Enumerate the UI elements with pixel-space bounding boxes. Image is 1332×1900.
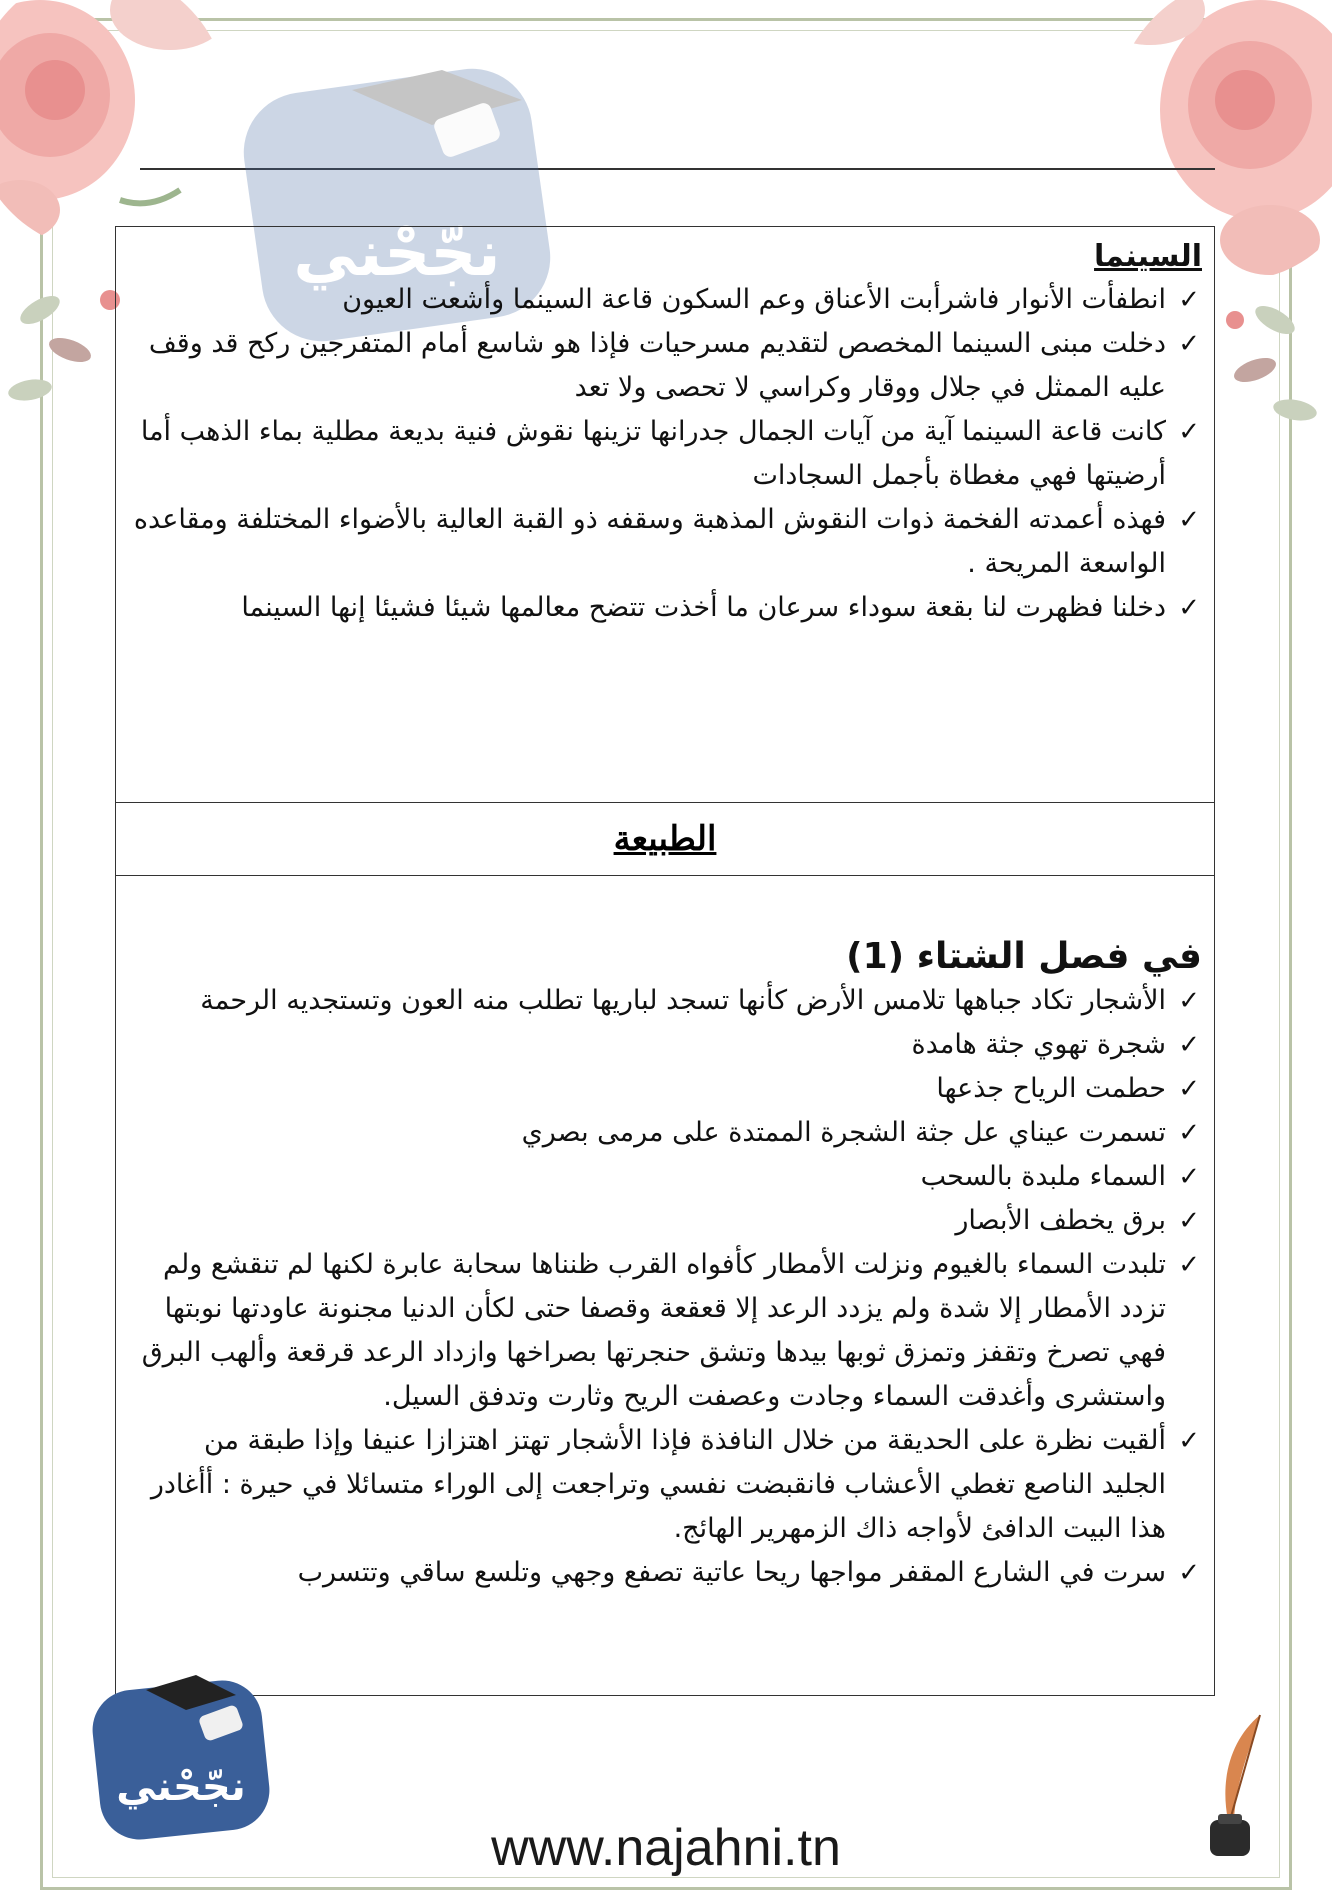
check-icon: ✓ [1178,1162,1200,1192]
list-item: ✓ انطفأت الأنوار فاشرأبت الأعناق وعم السكون قاعة السينما وأشعت العيون [116,278,1202,322]
check-icon: ✓ [1178,285,1200,315]
leaf-decoration-right [1215,280,1332,450]
cinema-title: السينما [1094,239,1202,274]
svg-text:نجّحْني: نجّحْني [116,1764,246,1810]
svg-text:نجّحْني: نجّحْني [293,217,501,291]
check-icon: ✓ [1178,986,1200,1016]
check-icon: ✓ [1178,593,1200,623]
nature-title: الطبيعة [613,819,717,859]
list-item: ✓ دخلت مبنى السينما المخصص لتقديم مسرحيات فإذا هو شاسع أمام المتفرجين ركح قد وقف عليه الممثل في جلال ووقار وكراسي لا تحصى ولا تعد [116,322,1202,410]
list-item: ✓ فهذه أعمدته الفخمة ذوات النقوش المذهبة وسقفه ذو القبة العالية بالأضواء المختلفة ومقاعده الواسعة المريحة . [116,498,1202,586]
list-item: ✓ تسمرت عيناي عل جثة الشجرة الممتدة على مرمى بصري [134,1111,1202,1155]
list-item: ✓ دخلنا فظهرت لنا بقعة سوداء سرعان ما أخذت تتضح معالمها شيئا فشيئا إنها السينما [116,586,1202,630]
check-icon: ✓ [1178,1426,1200,1456]
footer-url[interactable]: www.najahni.tn [491,1819,841,1877]
check-icon: ✓ [1178,1206,1200,1236]
cinema-list [116,278,1202,630]
list-item: ✓ الأشجار تكاد جباهها تلامس الأرض كأنها تسجد لباريها تطلب منه العون وتستجديه الرحمة [134,979,1202,1023]
list-item: ✓ ألقيت نظرة على الحديقة من خلال النافذة فإذا الأشجار تهتز اهتزازا عنيفا وإذا طبقة من الجليد الناصع تغطي الأعشاب فانقبضت نفسي وتراجعت إلى الوراء متسائلا في حيرة : أأغادر هذا البيت الدافئ لأواجه ذاك الزمهرير الهائج. [134,1419,1202,1551]
cinema-section [116,227,1214,802]
list-item: ✓ حطمت الرياح جذعها [134,1067,1202,1111]
winter-section [116,876,1214,1695]
winter-title: في فصل الشتاء (1) [846,936,1202,977]
check-icon: ✓ [1178,329,1200,359]
content-box [115,226,1215,1696]
check-icon: ✓ [1178,1118,1200,1148]
check-icon: ✓ [1178,1030,1200,1060]
check-icon: ✓ [1178,505,1200,535]
check-icon: ✓ [1178,417,1200,447]
check-icon: ✓ [1178,1074,1200,1104]
list-item: ✓ شجرة تهوي جثة هامدة [134,1023,1202,1067]
check-icon: ✓ [1178,1558,1200,1588]
list-item: ✓ برق يخطف الأبصار [134,1199,1202,1243]
nature-band [116,802,1214,876]
check-icon: ✓ [1178,1250,1200,1280]
list-item: ✓ كانت قاعة السينما آية من آيات الجمال جدرانها تزينها نقوش فنية بديعة مطلية بماء الذهب أما أرضيتها فهي مغطاة بأجمل السجادات [116,410,1202,498]
list-item: ✓ السماء ملبدة بالسحب [134,1155,1202,1199]
list-item: ✓ سرت في الشارع المقفر مواجها ريحا عاتية تصفع وجهي وتلسع ساقي وتتسرب [134,1551,1202,1595]
winter-list [134,979,1202,1595]
list-item: ✓ تلبدت السماء بالغيوم ونزلت الأمطار كأفواه القرب ظنناها سحابة عابرة لكنها لم تنقشع ولم تزدد الأمطار إلا شدة ولم يزدد الرعد إلا قعقعة وقصفا حتى لكأن الدنيا مجنونة عاودتها نوبتها فهي تصرخ وتقفز وتمزق ثوبها بيدها وتشق حنجرتها بصراخها وازداد الرعد قرقعة وألهب البرق واستشرى وأغدقت السماء وجادت وعصفت الريح وثارت وتدفق السيل. [134,1243,1202,1419]
